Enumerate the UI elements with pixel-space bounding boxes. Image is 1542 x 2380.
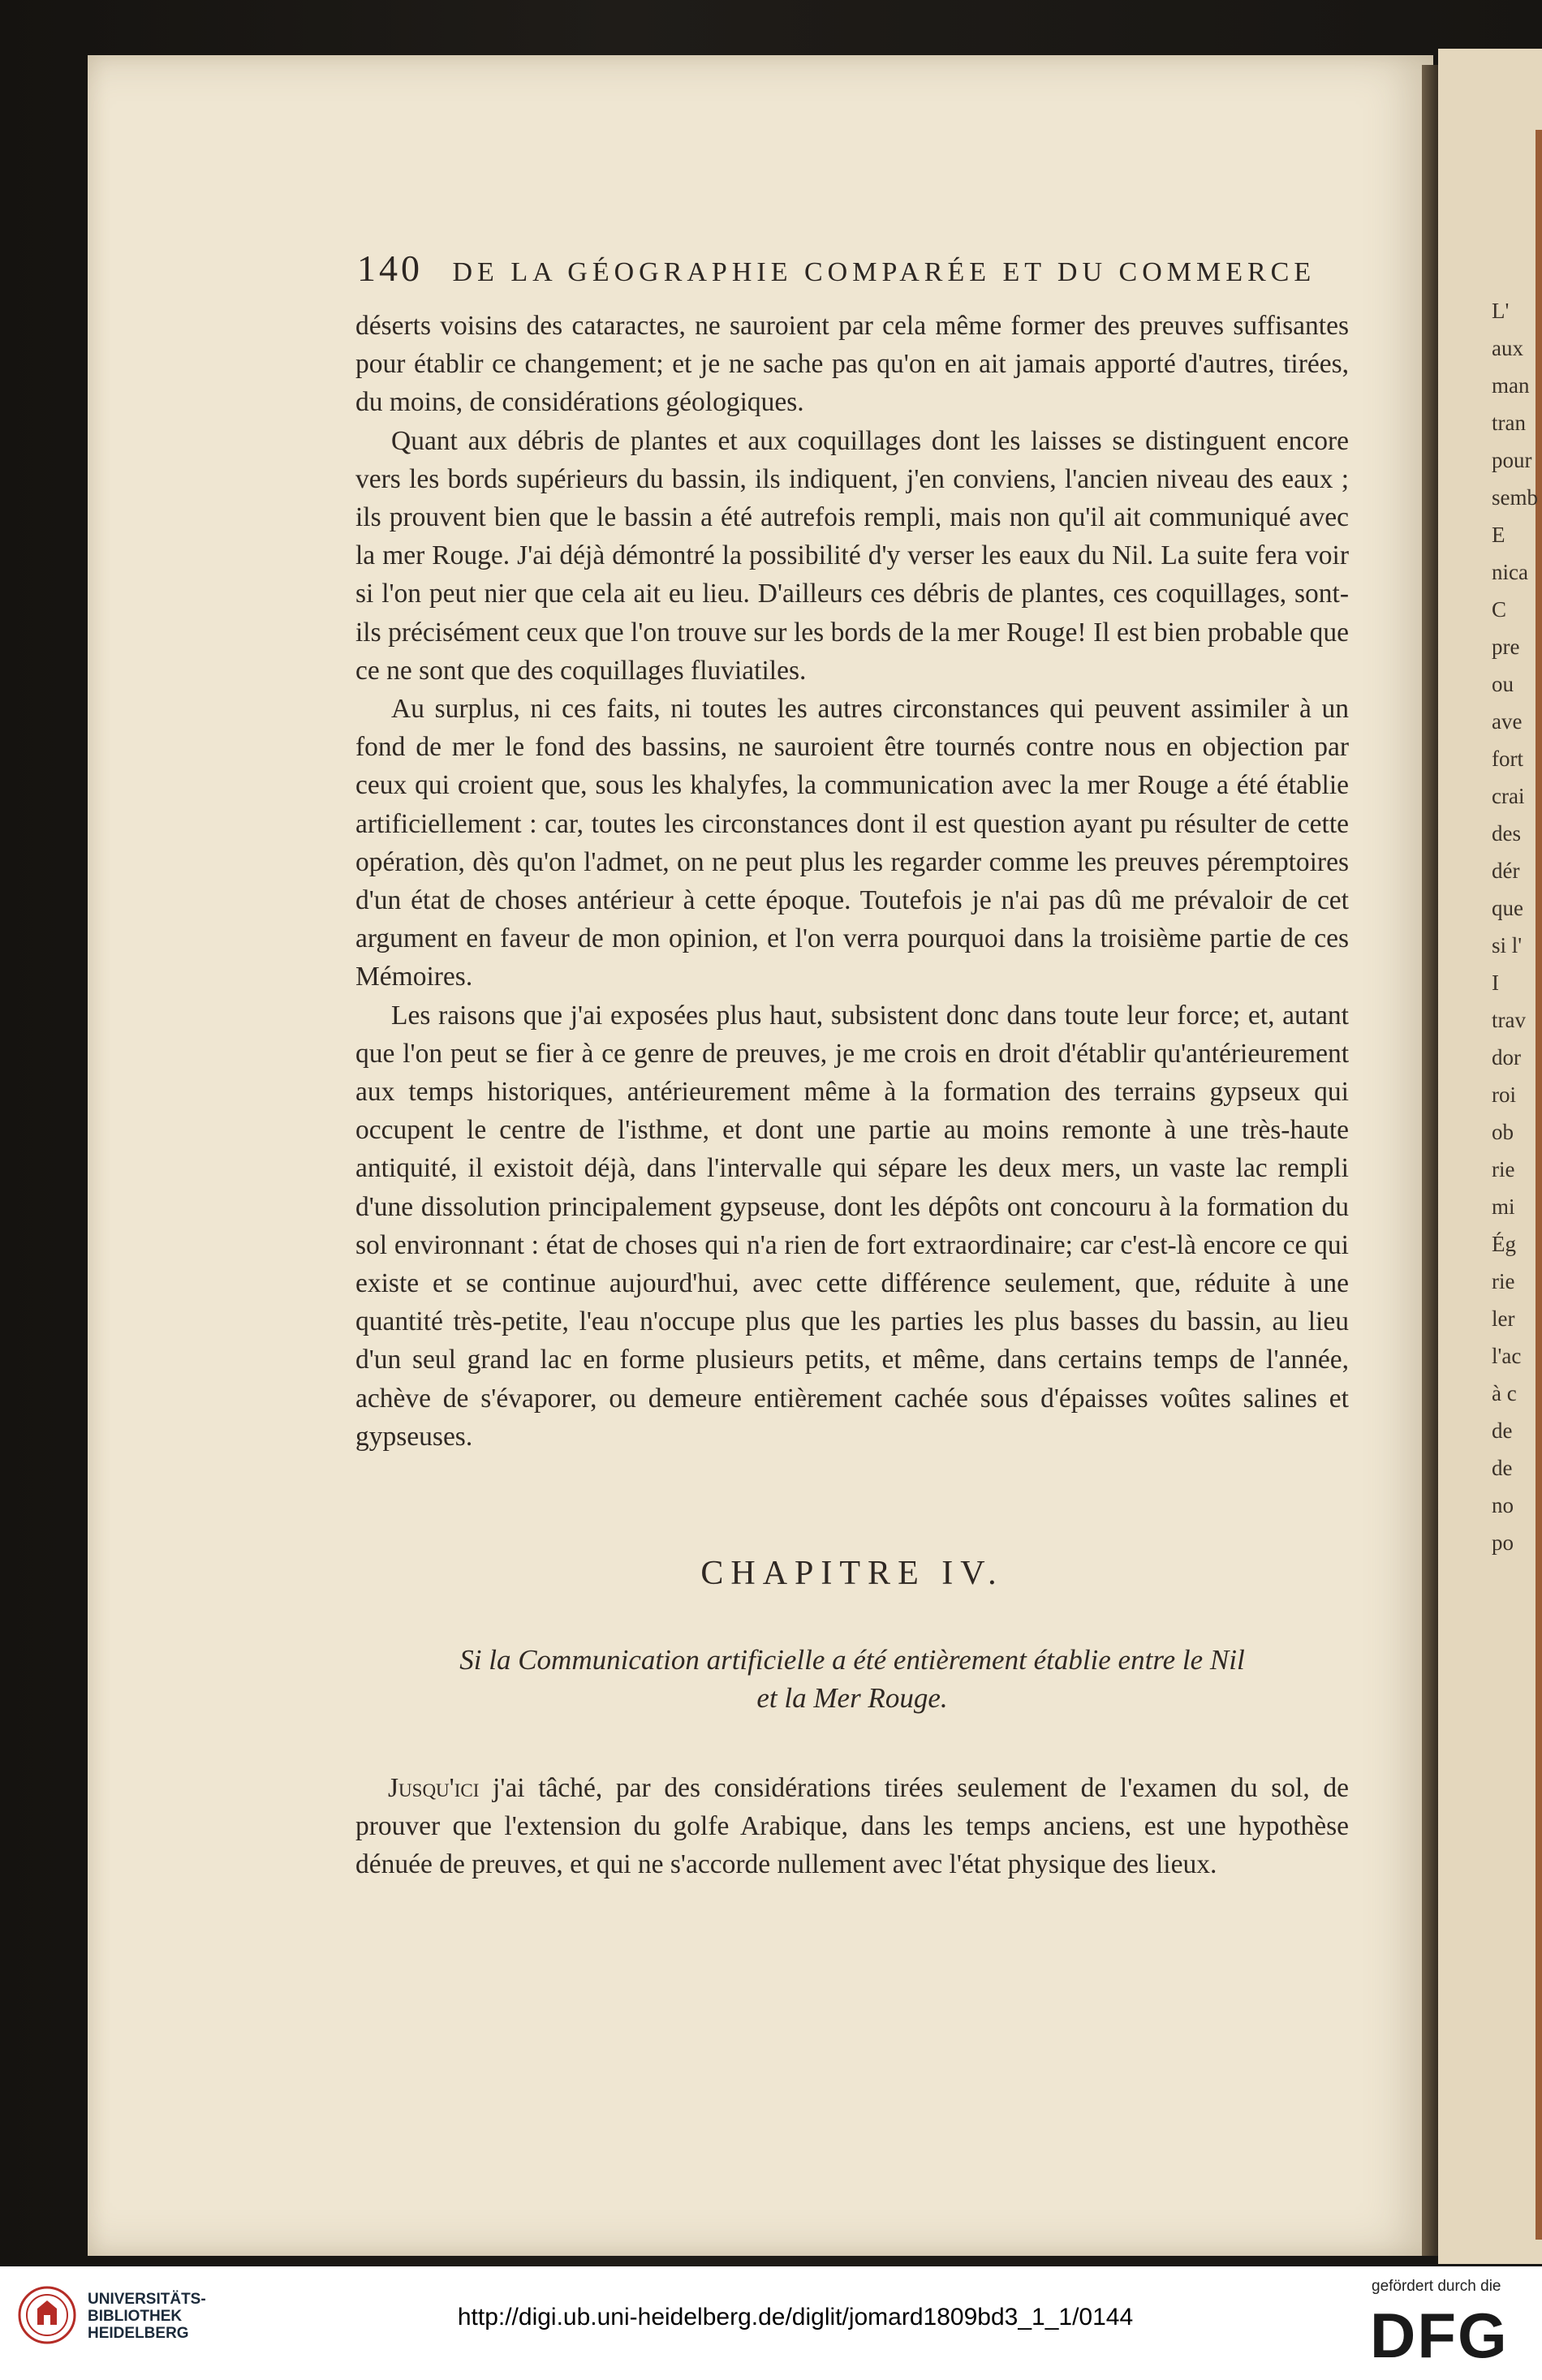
chapter-subtitle-line: et la Mer Rouge. — [756, 1682, 948, 1714]
funding-caption: gefördert durch die — [1372, 2278, 1501, 2295]
paragraph-rest: j'ai tâché, par des considérations tirées seulement de l'examen du sol, de prouver que l'extension du golfe Arabique, dans les temps anciens, est une hypothèse dénuée de preuves, et qui ne s'accorde nullement avec l'état physique des lieux. — [355, 1773, 1349, 1880]
facing-page-fragment: semb — [1492, 485, 1538, 510]
paragraph: Au surplus, ni ces faits, ni toutes les autres circonstances qui peuvent assimiler à un fond de mer le fond des bassins, ne sauroient être tournés contre nous en objection par ceux qui croient que, sous les khalyfes, la communication avec la mer Rouge a été établie artificiellement : car, toutes les circonstances dont il est question ayant pu résulter de cette opération, dès qu'on l'admet, on ne peut plus les regarder comme les preuves péremptoires d'un état de choses antérieur à cette époque. Toutefois je n'ai pas dû me prévaloir de cet argument en faveur de mon opinion, et l'on verra pourquoi dans la troisième partie de ces Mémoires. — [355, 694, 1349, 992]
facing-page-text — [1492, 292, 1542, 1561]
institution-line: UNIVERSITÄTS- — [88, 2291, 206, 2308]
chapter-text — [355, 1769, 1349, 1884]
facing-page-fragment: no — [1492, 1493, 1514, 1517]
facing-page-fragment: que — [1492, 896, 1523, 920]
chapter-subtitle — [355, 1641, 1349, 1717]
facing-page-fragment: de — [1492, 1418, 1513, 1443]
facing-page-fragment: ave — [1492, 709, 1523, 734]
facing-page-fragment: nica — [1492, 560, 1528, 584]
institution-name — [88, 2291, 206, 2342]
facing-page-fragment: de — [1492, 1456, 1513, 1480]
footer-bar — [0, 2266, 1542, 2380]
facing-page-fragment: dér — [1492, 859, 1520, 883]
institution-line: HEIDELBERG — [88, 2325, 189, 2342]
institution-line: BIBLIOTHEK — [88, 2308, 183, 2325]
facing-page-fragment: pour — [1492, 448, 1532, 472]
facing-page-fragment: trav — [1492, 1008, 1526, 1032]
page-number: 140 — [357, 247, 423, 289]
facing-page-fragment: dor — [1492, 1045, 1521, 1069]
facing-page-fragment: po — [1492, 1530, 1514, 1555]
facing-page-fragment: aux — [1492, 336, 1523, 360]
facing-page-fragment: pre — [1492, 635, 1520, 659]
lead-words: Jusqu'ici — [388, 1773, 480, 1803]
facing-page-fragment: rie — [1492, 1269, 1515, 1293]
facing-page-fragment: man — [1492, 373, 1530, 398]
facing-page-fragment: rie — [1492, 1157, 1515, 1181]
facing-page-fragment: à c — [1492, 1381, 1517, 1405]
body-text — [355, 307, 1349, 1456]
facing-page-fragment: I — [1492, 971, 1499, 995]
facing-page-fragment: C — [1492, 597, 1507, 622]
source-url-link[interactable]: http://digi.ub.uni-heidelberg.de/diglit/jomard1809bd3_1_1/0144 — [457, 2304, 1134, 2331]
facing-page-fragment: ler — [1492, 1306, 1515, 1331]
facing-page-fragment: crai — [1492, 784, 1525, 808]
facing-page-fragment: L' — [1492, 299, 1510, 323]
facing-page-fragment: E — [1492, 523, 1505, 547]
facing-page-fragment: des — [1492, 821, 1521, 846]
university-seal-icon — [16, 2284, 78, 2346]
facing-page-fragment: roi — [1492, 1082, 1516, 1107]
facing-page-fragment: l'ac — [1492, 1344, 1522, 1368]
paragraph: Quant aux débris de plantes et aux coquillages dont les laisses se distinguent encore vers les bords supérieurs du bassin, ils indiquent, j'en conviens, l'ancien niveau des eaux ; ils prouvent bien que le bassin a été autrefois rempli, mais non qu'il ait communiqué avec la mer Rouge. J'ai déjà démontré la possibilité d'y verser les eaux du Nil. La suite fera voir si l'on peut nier que cela ait eu lieu. D'ailleurs ces débris de plantes, ces coquillages, sont-ils précisément ceux que l'on trouve sur les bords de la mer Rouge! Il est bien probable que ce ne sont que des coquillages fluviatiles. — [355, 425, 1349, 686]
paragraph — [355, 1769, 1349, 1884]
facing-page-fragment: fort — [1492, 747, 1523, 771]
dfg-logo: DFG — [1370, 2300, 1509, 2371]
facing-page-fragment: mi — [1492, 1194, 1515, 1219]
facing-page-fragment: si l' — [1492, 933, 1523, 958]
paragraph: Les raisons que j'ai exposées plus haut, subsistent donc dans toute leur force; et, autant que l'on peut se fier à ce genre de preuves, je me crois en droit d'établir qu'antérieurement aux temps historiques, antérieurement même à la formation des terrains gypseux qui occupent le centre de l'isthme, et dont une partie au moins remonte à une très-haute antiquité, il existoit déjà, dans l'intervalle qui sépare les deux mers, un vaste lac rempli d'une dissolution principalement gypseuse, dont les dépôts ont concouru à la formation du sol environnant : état de choses qui n'a rien de fort extraordinaire; car c'est-là encore ce qui existe et se continue aujourd'hui, avec cette différence seulement, que, réduite à une quantité très-petite, l'eau n'occupe plus que les parties les plus basses du bassin, au lieu d'un seul grand lac en forme plusieurs petits, et même, dans certains temps de l'année, achève de s'évaporer, ou demeure entièrement cachée sous d'épaisses voûtes salines et gypseuses. — [355, 1000, 1349, 1452]
chapter-subtitle-line: Si la Communication artificielle a été entièrement établie entre le Nil — [459, 1644, 1245, 1676]
facing-page-fragment: Ég — [1492, 1232, 1516, 1256]
facing-page-fragment: ou — [1492, 672, 1514, 696]
running-head — [357, 247, 1339, 295]
paragraph: déserts voisins des cataractes, ne sauroient par cela même former des preuves suffisantes pour établir ce changement; et je ne sache pas qu'on en ait jamais apporté d'autres, tirées, du moins, de considérations géologiques. — [355, 311, 1349, 418]
running-head-title: DE LA GÉOGRAPHIE COMPARÉE ET DU COMMERCE — [452, 257, 1316, 287]
facing-page-fragment: ob — [1492, 1120, 1514, 1144]
chapter-title: CHAPITRE IV. — [700, 1555, 1004, 1592]
facing-page-fragment: tran — [1492, 411, 1526, 435]
